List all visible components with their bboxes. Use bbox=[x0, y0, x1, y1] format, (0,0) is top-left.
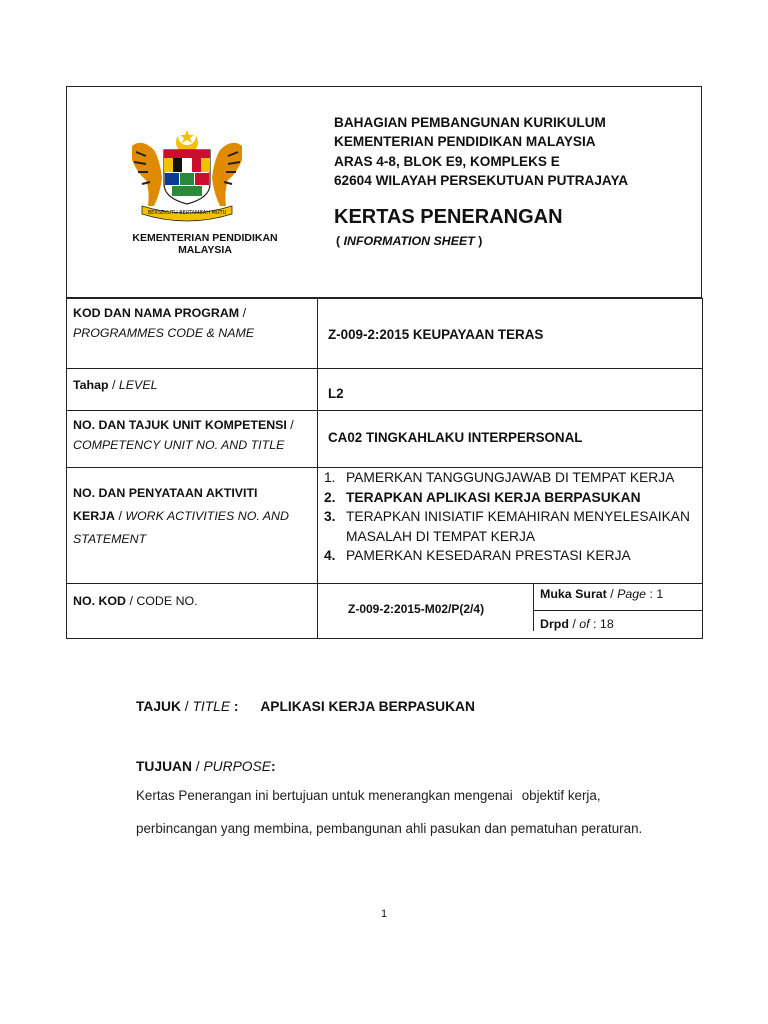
list-item: 4. PAMERKAN KESEDARAN PRESTASI KERJA bbox=[324, 548, 631, 563]
crest-motto: BERSEKUTU BERTAMBAH MUTU bbox=[147, 210, 227, 216]
info-table bbox=[66, 298, 703, 639]
purpose-text: Kertas Penerangan ini bertujuan untuk menerangkan mengenai objektif kerja, bbox=[136, 788, 601, 803]
level-value-cell bbox=[318, 369, 703, 411]
list-item: 1. PAMERKAN TANGGUNGJAWAB DI TEMPAT KERJA bbox=[324, 470, 675, 485]
page-number: 1 bbox=[380, 908, 388, 920]
code-value: Z-009-2:2015-M02/P(2/4) bbox=[318, 584, 534, 631]
table-row-program bbox=[67, 299, 703, 369]
activities-list bbox=[318, 468, 702, 566]
list-item: 3. TERAPKAN INISIATIF KEMAHIRAN MENYELESAIKAN MASALAH DI TEMPAT KERJA bbox=[324, 509, 690, 544]
unit-label: NO. DAN TAJUK UNIT KOMPETENSI / COMPETENCY UNIT NO. AND TITLE bbox=[67, 411, 318, 468]
list-item: 2. TERAPKAN APLIKASI KERJA BERPASUKAN bbox=[324, 489, 641, 505]
level-label: Tahap / LEVEL bbox=[67, 369, 318, 411]
level-value: L2 bbox=[328, 386, 344, 401]
document-title: KERTAS PENERANGAN bbox=[334, 206, 563, 228]
program-label: KOD DAN NAMA PROGRAM / PROGRAMMES CODE & NAME bbox=[67, 299, 318, 369]
code-value-cell bbox=[318, 584, 703, 639]
document-subtitle: ( INFORMATION SHEET ) bbox=[336, 234, 483, 248]
table-row-level bbox=[67, 369, 703, 411]
program-value-cell bbox=[318, 299, 703, 369]
unit-value: CA02 TINGKAHLAKU INTERPERSONAL bbox=[328, 430, 583, 445]
address-block bbox=[334, 113, 628, 190]
table-row-unit bbox=[67, 411, 703, 468]
table-row-activities bbox=[67, 468, 703, 584]
purpose-heading: TUJUAN / PURPOSE: bbox=[136, 759, 276, 774]
purpose-text: perbincangan yang membina, pembangunan ahli pasukan dan pematuhan peraturan. bbox=[136, 821, 643, 836]
crest-caption: KEMENTERIAN PENDIDIKAN MALAYSIA bbox=[132, 232, 278, 256]
activities-list-cell bbox=[318, 468, 703, 584]
malaysia-coat-of-arms-icon bbox=[112, 126, 262, 226]
address-line: 62604 WILAYAH PERSEKUTUAN PUTRAJAYA bbox=[334, 172, 629, 188]
address-line: KEMENTERIAN PENDIDIKAN MALAYSIA bbox=[334, 134, 596, 150]
section-title: TAJUK / TITLE : APLIKASI KERJA BERPASUKAN bbox=[136, 699, 475, 714]
code-label: NO. KOD / CODE NO. bbox=[67, 584, 318, 639]
section-title-value: APLIKASI KERJA BERPASUKAN bbox=[260, 699, 475, 714]
address-line: ARAS 4-8, BLOK E9, KOMPLEKS E bbox=[334, 153, 560, 169]
of-field: Drpd / of : 18 bbox=[540, 617, 614, 631]
activities-label: NO. DAN PENYATAAN AKTIVITI KERJA / WORK ACTIVITIES NO. AND STATEMENT bbox=[67, 468, 318, 584]
program-value: Z-009-2:2015 KEUPAYAAN TERAS bbox=[328, 327, 544, 342]
address-line: BAHAGIAN PEMBANGUNAN KURIKULUM bbox=[334, 115, 606, 130]
unit-value-cell bbox=[318, 411, 703, 468]
table-row-code bbox=[67, 584, 703, 639]
page-field: Muka Surat / Page : 1 bbox=[534, 584, 702, 611]
